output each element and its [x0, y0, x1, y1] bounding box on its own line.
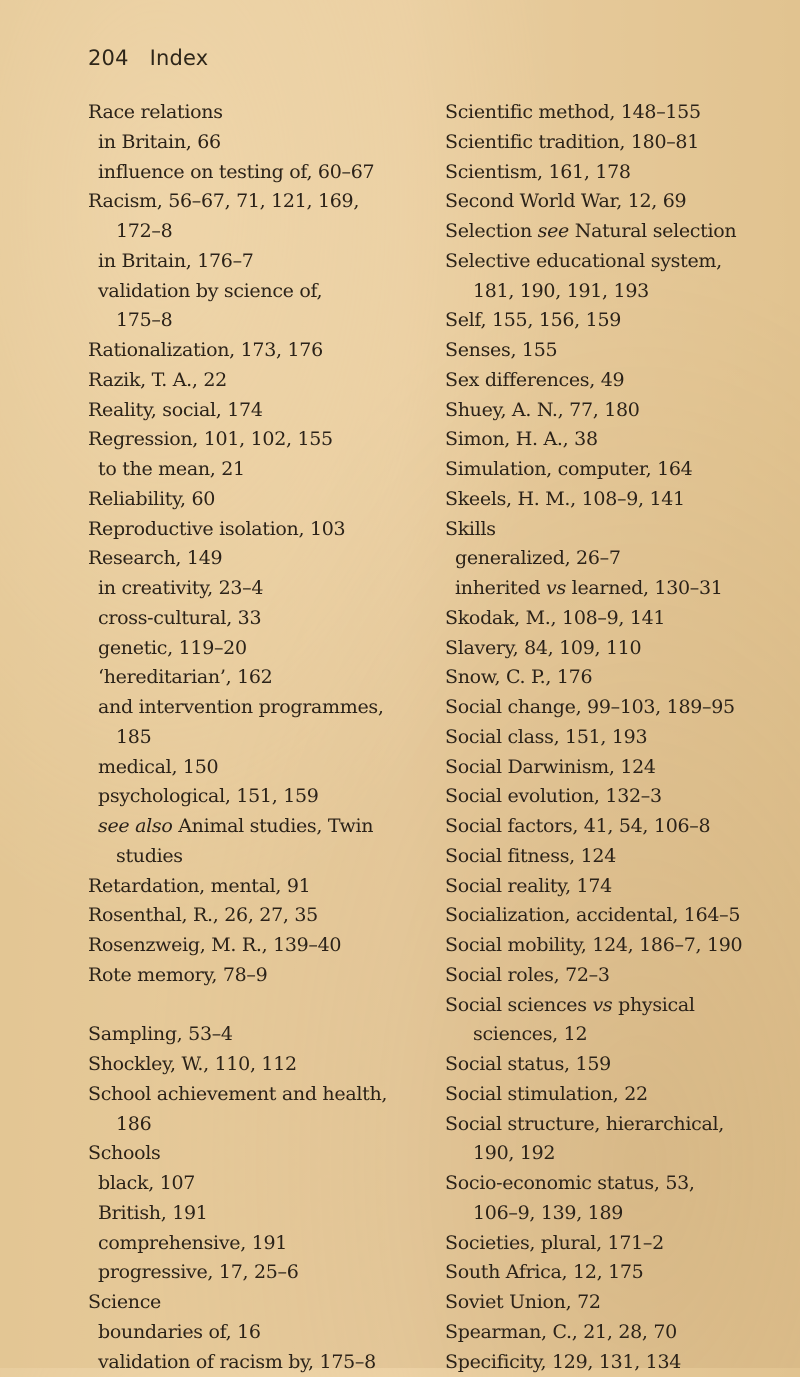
cross-reference-marker: see — [538, 220, 569, 242]
index-entry: Selection see Natural selection — [445, 217, 785, 247]
index-subentry: in Britain, 176–7 — [88, 247, 418, 277]
index-subentry: genetic, 119–20 — [88, 634, 418, 664]
index-entry: Scientific method, 148–155 — [445, 98, 785, 128]
index-entry-continuation: 186 — [88, 1110, 418, 1140]
cross-reference-marker: vs — [546, 577, 566, 599]
index-entry-continuation: 181, 190, 191, 193 — [445, 277, 785, 307]
index-entry: Social roles, 72–3 — [445, 961, 785, 991]
index-entry: Simulation, computer, 164 — [445, 455, 785, 485]
index-entry: Skills — [445, 515, 785, 545]
index-entry: Scientism, 161, 178 — [445, 158, 785, 188]
index-entry: Shuey, A. N., 77, 180 — [445, 396, 785, 426]
index-subentry: cross-cultural, 33 — [88, 604, 418, 634]
index-subentry: generalized, 26–7 — [445, 544, 785, 574]
index-column-left — [88, 98, 418, 1377]
index-entry: Science — [88, 1288, 418, 1318]
index-entry: Sampling, 53–4 — [88, 1020, 418, 1050]
page-title: Index — [150, 46, 209, 70]
index-entry: Societies, plural, 171–2 — [445, 1229, 785, 1259]
index-subentry: inherited vs learned, 130–31 — [445, 574, 785, 604]
index-entry: Social reality, 174 — [445, 872, 785, 902]
index-entry-continuation: 190, 192 — [445, 1139, 785, 1169]
index-entry: Socialization, accidental, 164–5 — [445, 901, 785, 931]
index-entry: Spearman, C., 21, 28, 70 — [445, 1318, 785, 1348]
index-entry: Social factors, 41, 54, 106–8 — [445, 812, 785, 842]
index-entry-continuation: sciences, 12 — [445, 1020, 785, 1050]
index-entry: Rosenzweig, M. R., 139–40 — [88, 931, 418, 961]
index-entry: Social status, 159 — [445, 1050, 785, 1080]
index-entry-continuation: 185 — [88, 723, 418, 753]
index-subentry: progressive, 17, 25–6 — [88, 1258, 418, 1288]
index-entry-continuation: studies — [88, 842, 418, 872]
index-column-right — [445, 98, 785, 1377]
index-entry: Race relations — [88, 98, 418, 128]
index-entry: Razik, T. A., 22 — [88, 366, 418, 396]
index-entry: Reproductive isolation, 103 — [88, 515, 418, 545]
index-entry: School achievement and health, — [88, 1080, 418, 1110]
index-entry: Second World War, 12, 69 — [445, 187, 785, 217]
index-entry: Racism, 56–67, 71, 121, 169, — [88, 187, 418, 217]
index-entry: Rationalization, 173, 176 — [88, 336, 418, 366]
cross-reference-marker: see also — [98, 815, 172, 837]
index-entry: Senses, 155 — [445, 336, 785, 366]
index-entry: Social mobility, 124, 186–7, 190 — [445, 931, 785, 961]
index-subentry: black, 107 — [88, 1169, 418, 1199]
index-entry: Social fitness, 124 — [445, 842, 785, 872]
index-entry: Social sciences vs physical — [445, 991, 785, 1021]
index-entry: Snow, C. P., 176 — [445, 663, 785, 693]
index-subentry: validation of racism by, 175–8 — [88, 1348, 418, 1377]
index-entry: Shockley, W., 110, 112 — [88, 1050, 418, 1080]
index-subentry: influence on testing of, 60–67 — [88, 158, 418, 188]
index-subentry: in creativity, 23–4 — [88, 574, 418, 604]
index-subentry: boundaries of, 16 — [88, 1318, 418, 1348]
index-entry: Skodak, M., 108–9, 141 — [445, 604, 785, 634]
index-subentry: British, 191 — [88, 1199, 418, 1229]
index-entry: Skeels, H. M., 108–9, 141 — [445, 485, 785, 515]
index-subentry: psychological, 151, 159 — [88, 782, 418, 812]
section-gap — [88, 991, 418, 1021]
index-entry: Scientific tradition, 180–81 — [445, 128, 785, 158]
index-entry: Research, 149 — [88, 544, 418, 574]
index-entry: Social Darwinism, 124 — [445, 753, 785, 783]
index-entry-continuation: 175–8 — [88, 306, 418, 336]
index-entry: Sex differences, 49 — [445, 366, 785, 396]
index-subentry: and intervention programmes, — [88, 693, 418, 723]
index-entry: Soviet Union, 72 — [445, 1288, 785, 1318]
index-subentry: medical, 150 — [88, 753, 418, 783]
index-entry: Slavery, 84, 109, 110 — [445, 634, 785, 664]
index-entry: Regression, 101, 102, 155 — [88, 425, 418, 455]
index-subentry: validation by science of, — [88, 277, 418, 307]
index-entry: Rosenthal, R., 26, 27, 35 — [88, 901, 418, 931]
index-entry: Social change, 99–103, 189–95 — [445, 693, 785, 723]
index-entry: Rote memory, 78–9 — [88, 961, 418, 991]
page-number: 204 — [88, 46, 129, 70]
index-entry: Schools — [88, 1139, 418, 1169]
index-entry-continuation: 172–8 — [88, 217, 418, 247]
index-entry: Social structure, hierarchical, — [445, 1110, 785, 1140]
index-entry: Selective educational system, — [445, 247, 785, 277]
index-entry: Specificity, 129, 131, 134 — [445, 1348, 785, 1377]
index-entry: Retardation, mental, 91 — [88, 872, 418, 902]
index-subentry: in Britain, 66 — [88, 128, 418, 158]
index-entry-continuation: 106–9, 139, 189 — [445, 1199, 785, 1229]
index-entry: Social stimulation, 22 — [445, 1080, 785, 1110]
index-entry: Social class, 151, 193 — [445, 723, 785, 753]
index-entry: Social evolution, 132–3 — [445, 782, 785, 812]
index-entry: Socio-economic status, 53, — [445, 1169, 785, 1199]
cross-reference-marker: vs — [592, 994, 612, 1016]
index-subentry: see also Animal studies, Twin — [88, 812, 418, 842]
index-entry: Reliability, 60 — [88, 485, 418, 515]
page-header — [88, 46, 208, 70]
index-subentry: to the mean, 21 — [88, 455, 418, 485]
index-subentry: ‘hereditarian’, 162 — [88, 663, 418, 693]
index-entry: Reality, social, 174 — [88, 396, 418, 426]
index-subentry: comprehensive, 191 — [88, 1229, 418, 1259]
index-entry: Simon, H. A., 38 — [445, 425, 785, 455]
index-entry: Self, 155, 156, 159 — [445, 306, 785, 336]
index-entry: South Africa, 12, 175 — [445, 1258, 785, 1288]
